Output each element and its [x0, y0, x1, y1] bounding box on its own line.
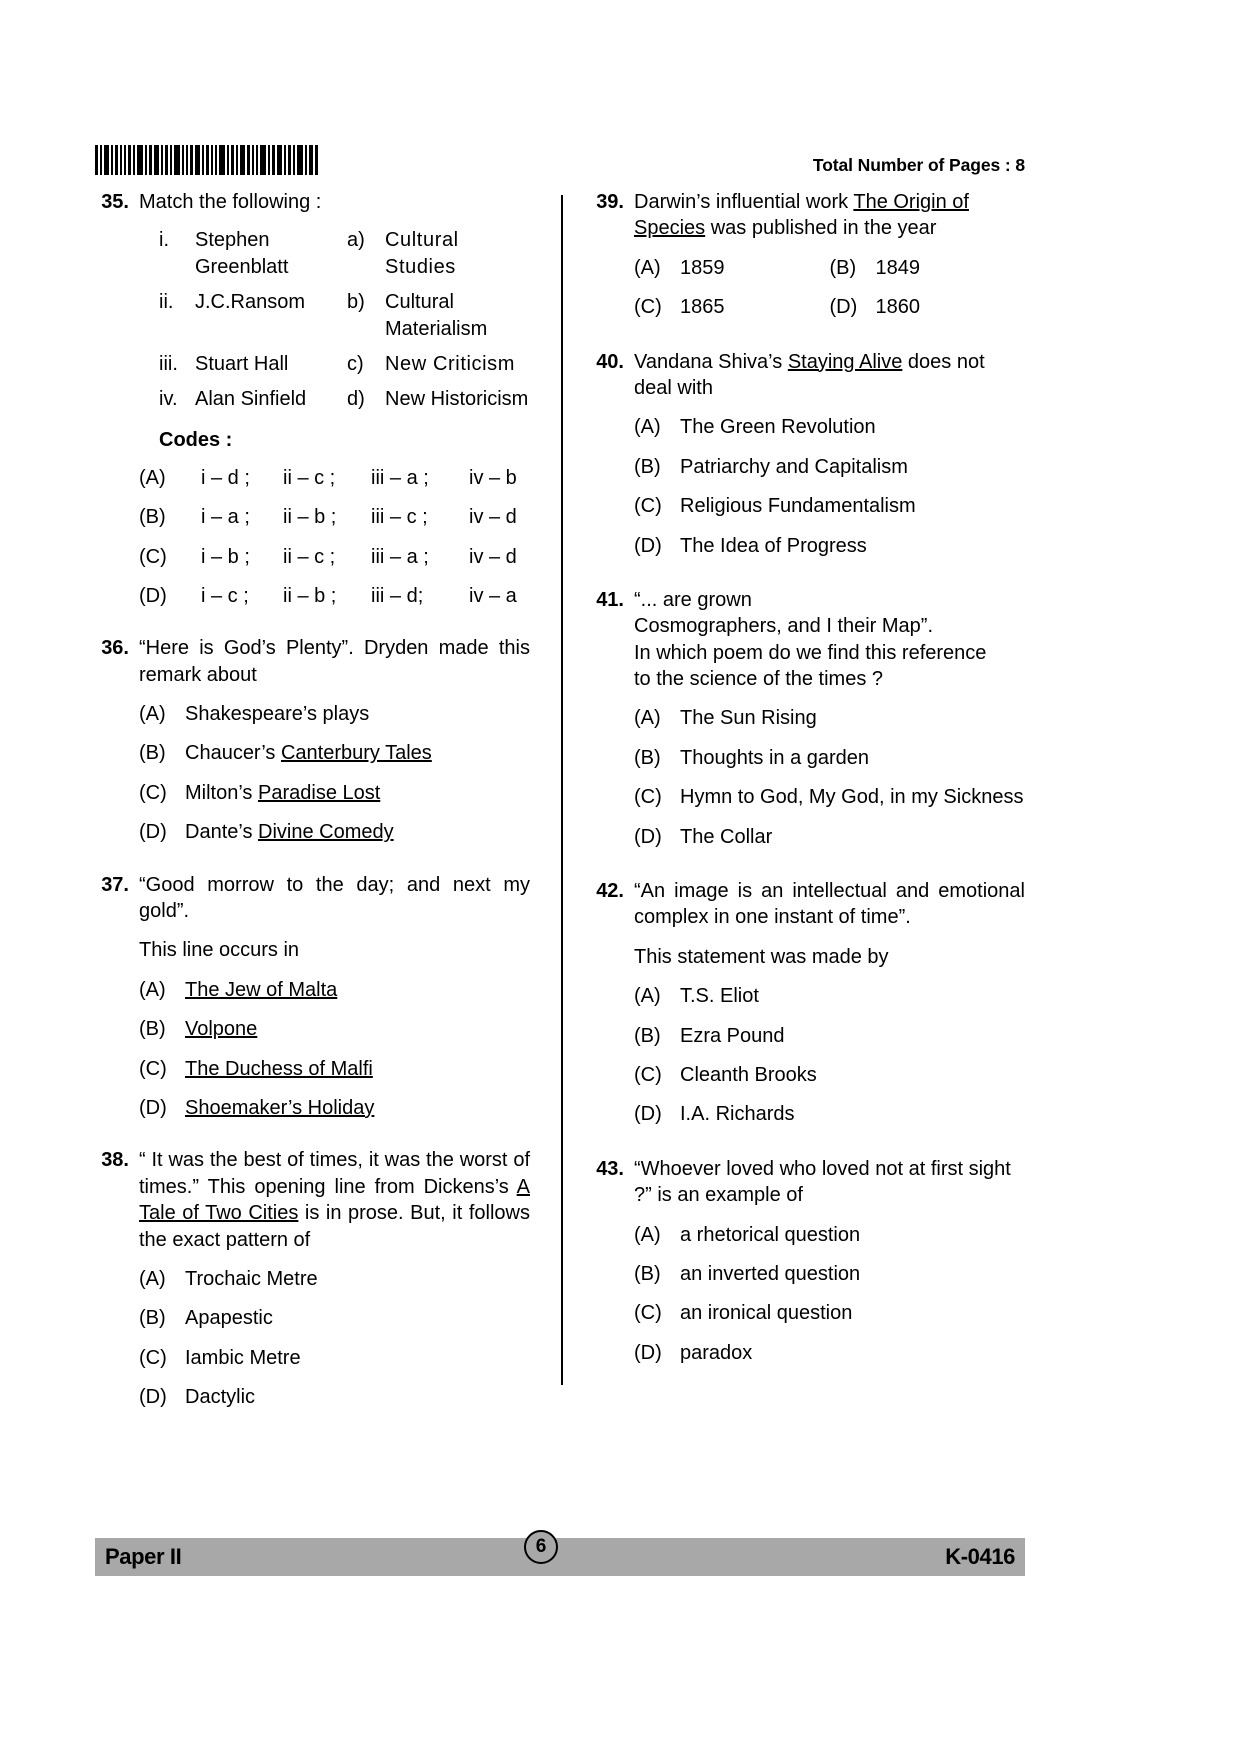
match-roman: iii.	[159, 352, 178, 375]
match-letter: c)	[347, 352, 364, 375]
option-text: The Duchess of Malfi	[185, 1057, 373, 1080]
question-stem-line-4: to the science of the times ?	[634, 668, 884, 691]
option-text	[185, 780, 530, 806]
question-number: 43.	[596, 1157, 624, 1180]
option-text: 1865	[680, 296, 725, 319]
code-option-c[interactable]	[139, 544, 530, 570]
option-c[interactable]	[634, 493, 1025, 519]
code-option-d[interactable]	[139, 583, 530, 609]
match-roman: ii.	[159, 291, 174, 314]
option-label: (C)	[634, 296, 662, 319]
barcode-icon	[95, 145, 320, 175]
question-stem	[139, 1147, 530, 1253]
option-label: (D)	[139, 821, 167, 844]
match-roman: i.	[159, 229, 169, 252]
page-content	[95, 145, 1025, 1419]
match-letter: d)	[347, 388, 365, 411]
option-label: (C)	[634, 495, 662, 518]
option-d[interactable]	[634, 824, 1025, 850]
option-text: paradox	[680, 1341, 753, 1364]
paper-code: K-0416	[945, 1544, 1015, 1569]
option-text-plain: Chaucer’s	[185, 742, 281, 765]
option-c[interactable]	[139, 1345, 530, 1371]
option-text: Iambic Metre	[185, 1346, 301, 1369]
option-c[interactable]	[139, 780, 530, 806]
question-38	[95, 1147, 530, 1410]
option-label: (A)	[139, 1267, 166, 1290]
option-label: (C)	[139, 1346, 167, 1369]
match-roman: iv.	[159, 388, 178, 411]
option-a[interactable]	[634, 255, 830, 281]
question-40	[590, 349, 1025, 559]
left-column	[95, 189, 548, 1419]
option-b[interactable]	[634, 745, 1025, 771]
question-stem: “Whoever loved who loved not at first sight ?” is an example of	[634, 1157, 1011, 1207]
option-text: Thoughts in a garden	[680, 746, 870, 769]
code-iv: iv – d	[469, 545, 517, 568]
option-a[interactable]	[139, 701, 530, 727]
options-list	[634, 1222, 1025, 1367]
option-text: 1859	[680, 256, 725, 279]
option-d[interactable]	[830, 294, 1026, 320]
option-text: Patriarchy and Capitalism	[680, 455, 908, 478]
option-text: The Jew of Malta	[185, 978, 338, 1001]
option-text: 1860	[875, 296, 920, 319]
question-stem-line2: This line occurs in	[139, 939, 300, 962]
question-number: 39.	[596, 191, 624, 213]
option-label: (C)	[634, 1063, 662, 1086]
option-label: (D)	[634, 825, 662, 848]
question-stem	[634, 349, 1025, 402]
option-label: (B)	[139, 742, 166, 765]
option-d[interactable]	[139, 1384, 530, 1410]
question-number: 38.	[101, 1149, 129, 1172]
stem-part-b: was published in the year	[705, 217, 937, 240]
option-b[interactable]	[634, 1023, 1025, 1049]
page-footer	[95, 1538, 1025, 1576]
question-41	[590, 587, 1025, 850]
code-iv: iv – b	[469, 466, 517, 489]
option-b[interactable]	[139, 740, 530, 766]
option-label: (D)	[634, 1341, 662, 1364]
stem-part-b: does not deal with	[634, 350, 985, 399]
option-text-plain: Milton’s	[185, 781, 258, 804]
option-text: Volpone	[185, 1018, 258, 1041]
match-row	[159, 227, 530, 280]
question-stem: “Good morrow to the day; and next my gold”.	[139, 873, 530, 923]
question-number: 42.	[596, 880, 624, 903]
option-text: Trochaic Metre	[185, 1267, 318, 1290]
option-d[interactable]	[634, 533, 1025, 559]
question-stem-line-3: In which poem do we find this reference	[634, 641, 987, 664]
match-right-item: Cultural Materialism	[385, 291, 488, 340]
option-label: (D)	[634, 1103, 662, 1126]
options-list	[139, 977, 530, 1122]
option-text-underlined: Canterbury Tales	[280, 742, 432, 765]
question-37	[95, 872, 530, 1122]
code-ii: ii – b ;	[283, 506, 337, 529]
code-iv: iv – d	[469, 506, 517, 529]
option-text: 1849	[875, 256, 920, 279]
question-stem-line-1: “... are grown	[634, 588, 752, 611]
code-ii: ii – c ;	[283, 545, 336, 568]
question-stem-line-2: Cosmographers, and I their Map”.	[634, 615, 934, 638]
option-row-2	[634, 294, 1025, 320]
codes-label: Codes :	[159, 428, 233, 451]
option-text: an ironical question	[680, 1302, 853, 1325]
stem-part-a: Vandana Shiva’s	[634, 350, 788, 373]
option-c[interactable]	[634, 294, 830, 320]
option-b[interactable]	[139, 1016, 530, 1042]
question-number: 37.	[101, 873, 129, 896]
match-letter: a)	[347, 229, 365, 252]
option-b[interactable]	[139, 1305, 530, 1331]
option-label: (C)	[139, 781, 167, 804]
option-a[interactable]	[634, 983, 1025, 1009]
option-label: (A)	[634, 707, 661, 730]
question-stem: “Here is God’s Plenty”. Dryden made this remark about	[139, 637, 530, 686]
option-label: (D)	[139, 1096, 167, 1119]
option-c[interactable]	[634, 1300, 1025, 1326]
option-row-1	[634, 255, 1025, 281]
question-36	[95, 635, 530, 845]
option-label: (A)	[139, 978, 166, 1001]
options-list	[634, 255, 1025, 321]
question-number: 41.	[596, 588, 624, 611]
stem-part-a: Darwin’s influential work	[634, 191, 854, 213]
question-number: 40.	[596, 350, 624, 373]
match-row	[159, 386, 530, 412]
option-label: (C)	[634, 1302, 662, 1325]
option-text-plain: Dante’s	[185, 821, 259, 844]
match-table	[159, 227, 530, 412]
option-label: (B)	[634, 1262, 661, 1285]
option-text: The Idea of Progress	[680, 534, 867, 557]
question-number: 36.	[101, 637, 129, 660]
option-text: Shakespeare’s plays	[185, 703, 370, 726]
code-ii: ii – b ;	[283, 584, 337, 607]
option-label: (A)	[634, 1223, 661, 1246]
code-iv: iv – a	[469, 584, 517, 607]
question-stem: Match the following :	[139, 191, 322, 213]
match-letter: b)	[347, 291, 365, 314]
match-row	[159, 289, 530, 342]
option-label: (A)	[634, 985, 661, 1008]
option-b[interactable]	[634, 1261, 1025, 1287]
match-right-item: New Historicism	[385, 388, 529, 411]
option-text: a rhetorical question	[680, 1223, 861, 1246]
option-text: The Sun Rising	[680, 707, 817, 730]
option-d[interactable]	[139, 819, 530, 845]
code-i: i – c ;	[201, 584, 249, 607]
question-39	[590, 189, 1025, 321]
option-text: Shoemaker’s Holiday	[185, 1096, 375, 1119]
option-d[interactable]	[634, 1340, 1025, 1366]
match-right-item: Cultural Studies	[385, 229, 459, 278]
code-ii: ii – c ;	[283, 466, 336, 489]
option-text: The Collar	[680, 825, 773, 848]
match-left-item: Alan Sinfield	[195, 388, 307, 411]
option-text-underlined: Paradise Lost	[258, 781, 381, 804]
option-label: (D)	[139, 1386, 167, 1409]
option-c[interactable]	[634, 1062, 1025, 1088]
option-text: I.A. Richards	[680, 1103, 795, 1126]
stem-title-underlined: The Origin of Species	[634, 191, 969, 240]
option-text	[185, 819, 530, 845]
option-label: (D)	[139, 584, 167, 607]
option-a[interactable]	[634, 414, 1025, 440]
option-label: (B)	[634, 455, 661, 478]
code-iii: iii – d;	[371, 584, 424, 607]
option-text: Ezra Pound	[680, 1024, 785, 1047]
column-divider	[561, 195, 563, 1385]
stem-part-b: is in prose. But, it follows the exact pattern of	[139, 1202, 530, 1251]
option-d[interactable]	[634, 1101, 1025, 1127]
option-label: (A)	[139, 703, 166, 726]
question-43	[590, 1156, 1025, 1366]
option-a[interactable]	[139, 1266, 530, 1292]
option-label: (C)	[139, 545, 167, 568]
right-column	[548, 189, 1025, 1419]
option-label: (D)	[634, 534, 662, 557]
option-label: (B)	[634, 746, 661, 769]
option-label: (B)	[829, 256, 857, 279]
option-text: Hymn to God, My God, in my Sickness	[680, 786, 1024, 809]
question-42	[590, 878, 1025, 1128]
options-list	[634, 705, 1025, 850]
stem-title-underlined: A Tale of Two Cities	[139, 1175, 530, 1225]
option-text: T.S. Eliot	[680, 985, 759, 1008]
option-label: (A)	[634, 416, 661, 439]
option-text: Cleanth Brooks	[680, 1063, 817, 1086]
question-35	[95, 189, 530, 609]
code-iii: iii – a ;	[371, 466, 429, 489]
option-label: (A)	[139, 466, 166, 489]
option-c[interactable]	[634, 784, 1025, 810]
code-i: i – a ;	[201, 506, 250, 529]
options-list	[139, 701, 530, 846]
option-text: The Green Revolution	[680, 416, 876, 439]
option-d[interactable]	[139, 1095, 530, 1121]
option-text: an inverted question	[680, 1262, 861, 1285]
code-i: i – b ;	[201, 545, 250, 568]
option-label: (B)	[634, 1024, 661, 1047]
page-header	[95, 145, 1025, 179]
option-b[interactable]	[634, 454, 1025, 480]
option-label: (B)	[139, 1018, 166, 1041]
match-left-item: Stephen Greenblatt	[195, 229, 289, 278]
match-left-item: Stuart Hall	[195, 352, 289, 375]
option-text	[185, 740, 530, 766]
code-i: i – d ;	[201, 466, 250, 489]
two-column-body	[95, 189, 1025, 1419]
stem-title-underlined: Staying Alive	[787, 350, 903, 373]
match-right-item: New Criticism	[385, 352, 516, 375]
question-stem	[634, 189, 1025, 242]
option-text: Dactylic	[185, 1386, 256, 1409]
option-b[interactable]	[830, 255, 1026, 281]
page-number-badge: 6	[524, 1530, 558, 1564]
option-label: (B)	[139, 506, 166, 529]
options-list	[634, 983, 1025, 1128]
code-option-a[interactable]	[139, 465, 530, 491]
options-list	[634, 414, 1025, 559]
match-left-item: J.C.Ransom	[195, 291, 306, 314]
option-a[interactable]	[634, 1222, 1025, 1248]
code-option-b[interactable]	[139, 504, 530, 530]
option-label: (B)	[139, 1307, 166, 1330]
option-label: (D)	[829, 296, 858, 319]
options-list	[139, 1266, 530, 1411]
stem-part-a: “ It was the best of times, it was the worst of times.” This opening line from Dickens’s	[139, 1149, 530, 1198]
option-c[interactable]	[139, 1056, 530, 1082]
option-a[interactable]	[634, 705, 1025, 731]
question-stem: “An image is an intellectual and emotional complex in one instant of time”.	[634, 880, 1025, 929]
match-row	[159, 351, 530, 377]
option-label: (C)	[634, 786, 662, 809]
code-iii: iii – c ;	[371, 506, 428, 529]
question-number: 35.	[101, 191, 129, 213]
paper-label: Paper II	[105, 1544, 182, 1569]
option-a[interactable]	[139, 977, 530, 1003]
option-text-underlined: Divine Comedy	[258, 821, 394, 844]
total-pages-label: Total Number of Pages : 8	[812, 155, 1025, 175]
option-label: (A)	[634, 256, 661, 279]
option-text: Apapestic	[185, 1307, 273, 1330]
option-label: (C)	[139, 1057, 167, 1080]
option-text: Religious Fundamentalism	[680, 495, 916, 518]
code-iii: iii – a ;	[371, 545, 429, 568]
question-stem-line2: This statement was made by	[634, 945, 889, 968]
